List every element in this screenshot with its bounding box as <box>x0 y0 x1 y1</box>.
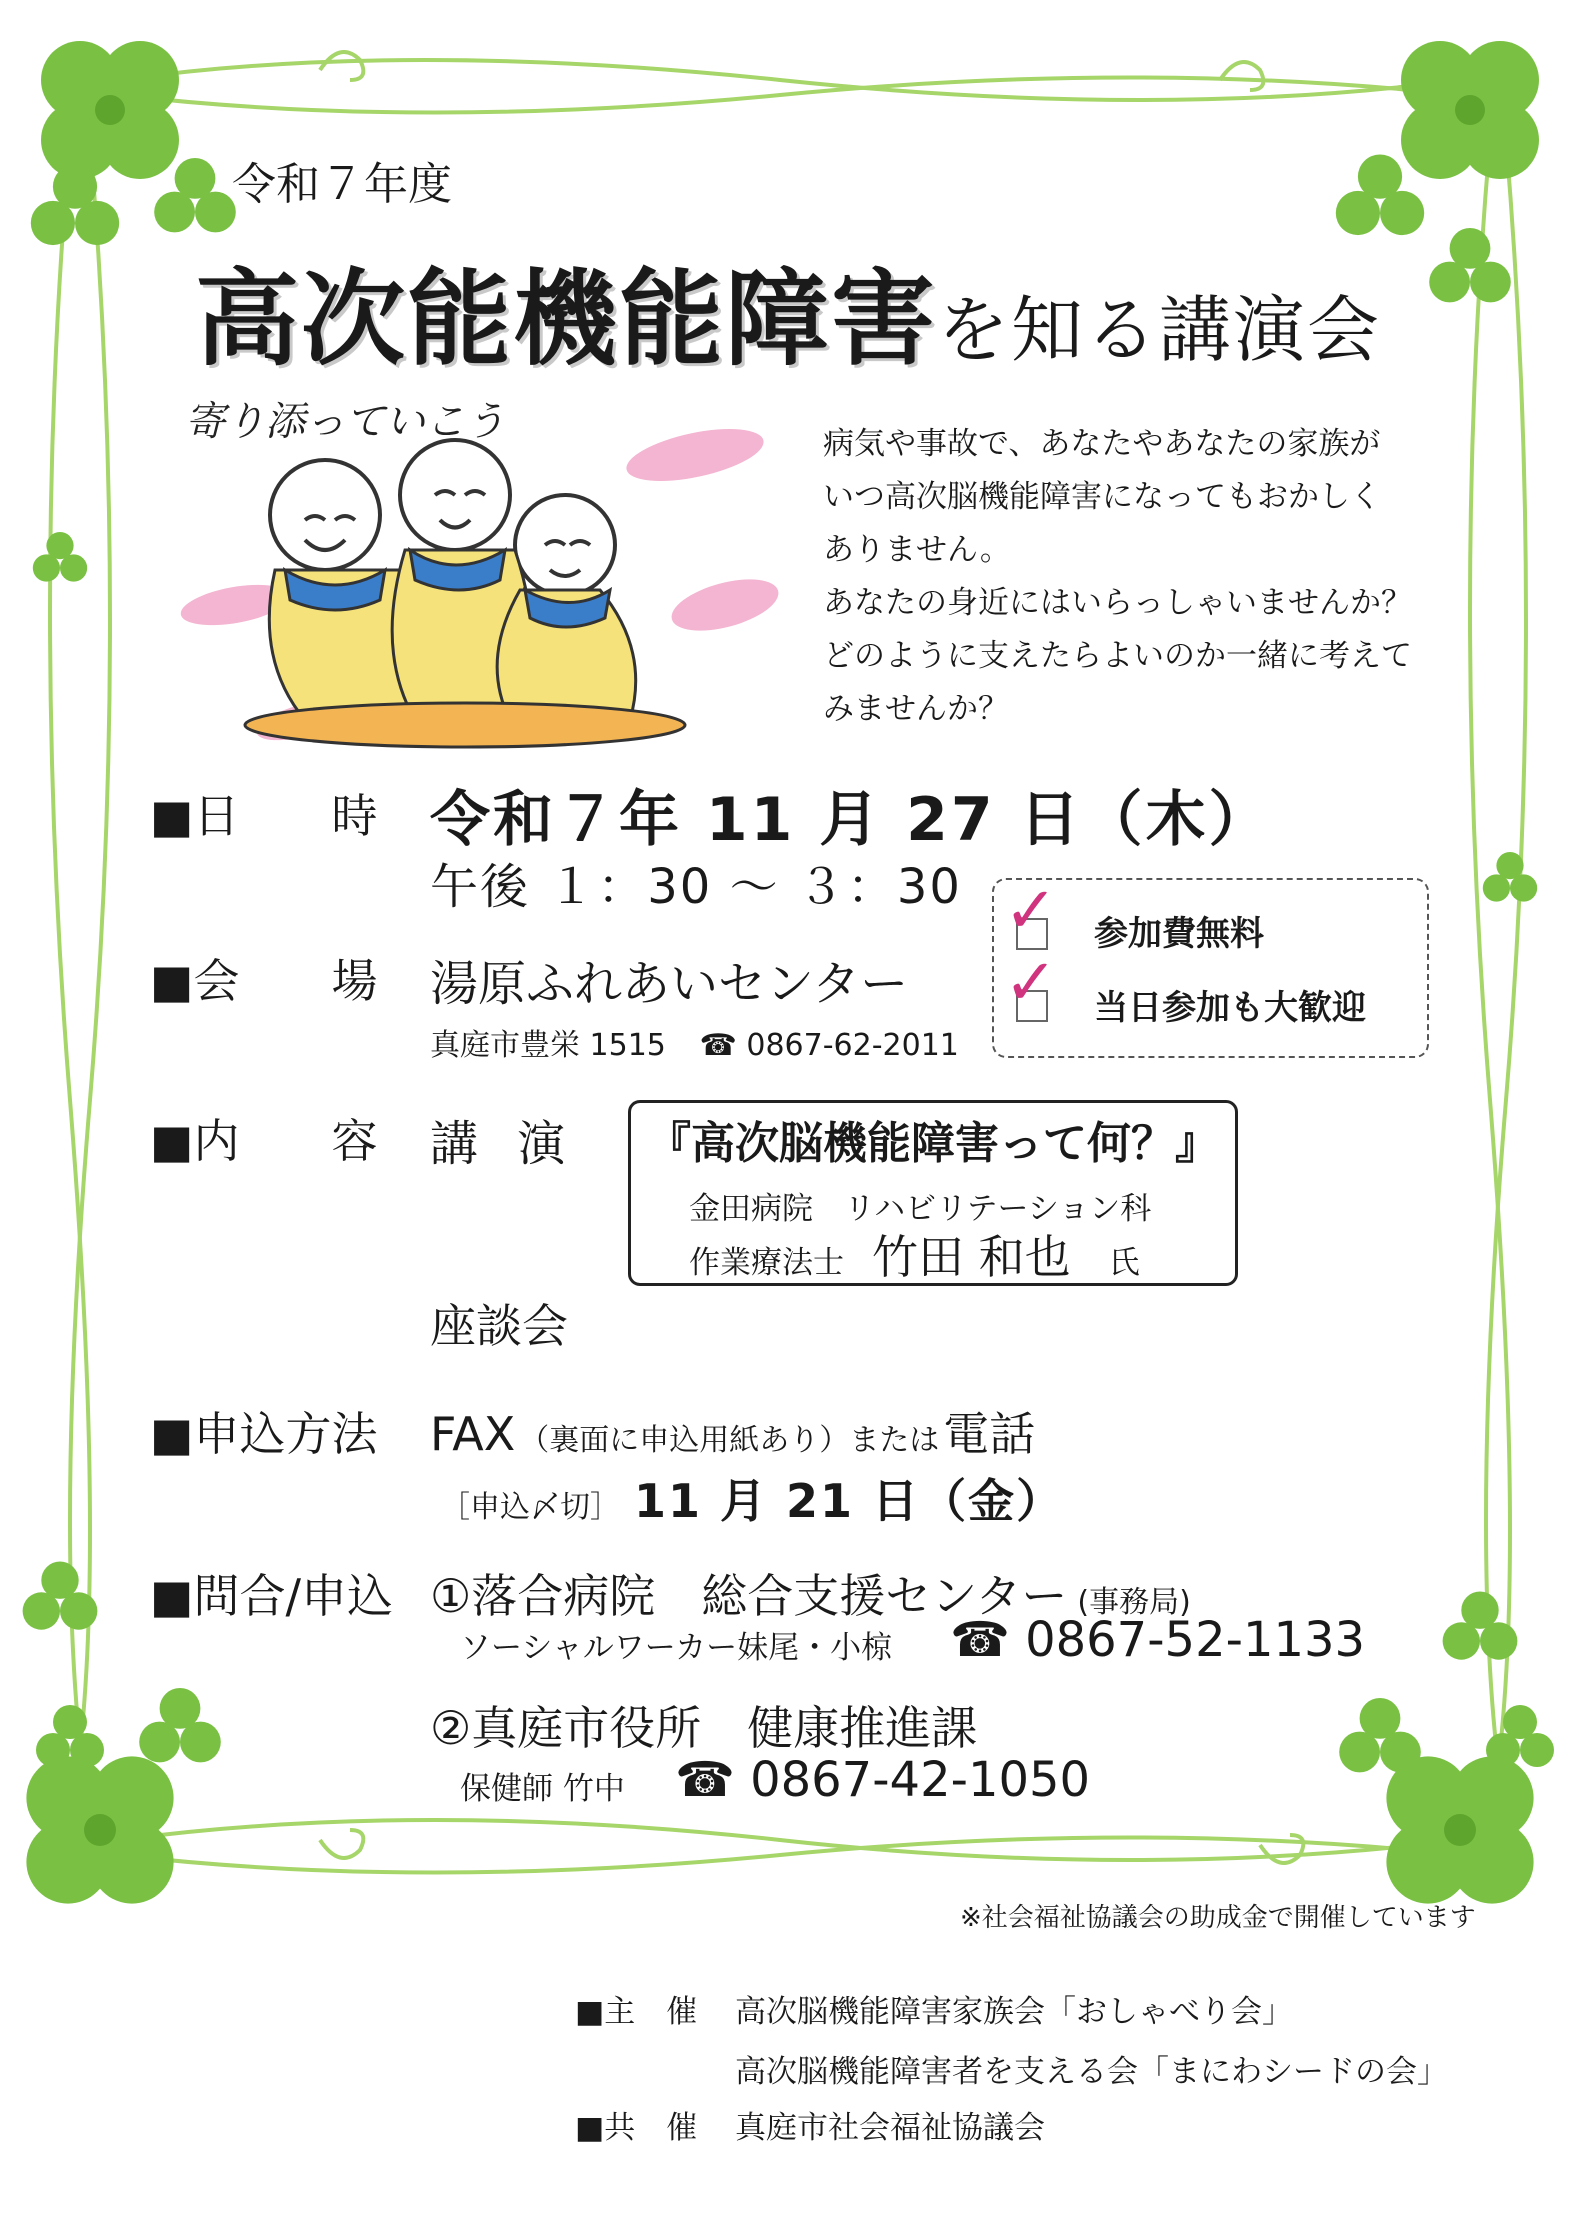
contact1-name: ①落合病院 総合支援センター <box>430 1569 1068 1623</box>
phone-icon: ☎ <box>675 1752 735 1808</box>
checkmark-icon: ✓ <box>1004 874 1058 948</box>
phone-icon: ☎ <box>950 1612 1010 1668</box>
contact2-phone-line <box>675 1752 1090 1808</box>
contact1-phone: 0867-52-1133 <box>1025 1612 1366 1668</box>
badge-free: 参加費無料 <box>1094 914 1264 954</box>
fiscal-year: 令和７年度 <box>232 159 452 210</box>
cohost: 真庭市社会福祉協議会 <box>735 2110 1045 2146</box>
speaker-name: 竹田 和也 <box>872 1230 1071 1284</box>
intro-line: あなたの身近にはいらっしゃいませんか？ <box>823 585 1412 621</box>
event-time: 午後 １：30 ～ ３：30 <box>430 859 962 915</box>
intro-line: どのように支えたらよいのか一緒に考えて <box>823 638 1412 674</box>
contact-label: ■問合/申込 <box>150 1569 393 1623</box>
speaker-role: 作業療法士 <box>689 1245 844 1281</box>
contact1-person: ソーシャルワーカー妹尾・小椋 <box>460 1630 893 1666</box>
contact2-name: ②真庭市役所 健康推進課 <box>430 1701 978 1755</box>
grant-note: ※社会福祉協議会の助成金で開催しています <box>960 1903 1476 1933</box>
contact1-note: (事務局) <box>1077 1585 1191 1620</box>
phone-icon: ☎ <box>699 1028 737 1063</box>
speaker-suffix: 氏 <box>1108 1245 1140 1281</box>
intro-line: 病気や事故で、あなたやあなたの家族が <box>823 426 1381 462</box>
illustration-caption: 寄り添っていこう <box>185 399 505 445</box>
host-2: 高次脳機能障害者を支える会「まにわシードの会」 <box>735 2054 1448 2090</box>
host-1: 高次脳機能障害家族会「おしゃべり会」 <box>735 1994 1293 2030</box>
application-deadline <box>440 1465 1064 1531</box>
badge-walkin: 当日参加も大歓迎 <box>1094 988 1366 1028</box>
intro-line: いつ高次脳機能障害になってもおかしく <box>823 479 1381 515</box>
application-fax-note: （裏面に申込用紙あり）または <box>519 1423 940 1458</box>
intro-line: ありません。 <box>823 532 1011 568</box>
speaker-line <box>689 1221 1140 1287</box>
lecture-label: 講 演 <box>430 1116 578 1172</box>
host-label: ■主 催 <box>575 1994 698 2030</box>
datetime-label: ■日 時 <box>150 789 378 843</box>
venue-address: 真庭市豊栄 1515 <box>430 1028 666 1063</box>
venue-phone: 0867-62-2011 <box>746 1028 959 1063</box>
contact2-person: 保健師 竹中 <box>460 1771 625 1807</box>
venue-label: ■会 場 <box>150 954 378 1008</box>
lecture-box <box>628 1100 1238 1286</box>
checkmark-icon: ✓ <box>1004 946 1058 1020</box>
deadline-label: ［申込〆切］ <box>440 1490 620 1525</box>
discussion: 座談会 <box>430 1299 568 1353</box>
contact2-phone: 0867-42-1050 <box>750 1752 1091 1808</box>
lecture-title: 『高次脳機能障害って何？』 <box>647 1118 1219 1169</box>
deadline-date: 11 月 21 日（金） <box>634 1474 1065 1528</box>
cohost-label: ■共 催 <box>575 2110 698 2146</box>
venue-name: 湯原ふれあいセンター <box>430 956 909 1012</box>
intro-line: みませんか？ <box>823 691 1009 727</box>
jizo-illustration <box>165 395 795 760</box>
page-title <box>195 235 1381 385</box>
application-method <box>430 1398 1035 1464</box>
intro-text <box>823 418 1463 736</box>
contact1-phone-line <box>950 1612 1365 1668</box>
venue-address-line <box>430 1020 959 1064</box>
application-label: ■申込方法 <box>150 1407 378 1461</box>
event-date: 令和７年 11 月 27 日（木） <box>430 785 1272 855</box>
speaker-affiliation: 金田病院 リハビリテーション科 <box>689 1191 1152 1227</box>
fee-badge <box>992 874 1429 1058</box>
application-fax: FAX <box>430 1407 516 1461</box>
title-main: 高次能機能障害 <box>195 258 938 380</box>
title-sub: を知る講演会 <box>937 288 1382 372</box>
content-label: ■内 容 <box>150 1114 378 1168</box>
application-phone: 電話 <box>943 1407 1036 1461</box>
